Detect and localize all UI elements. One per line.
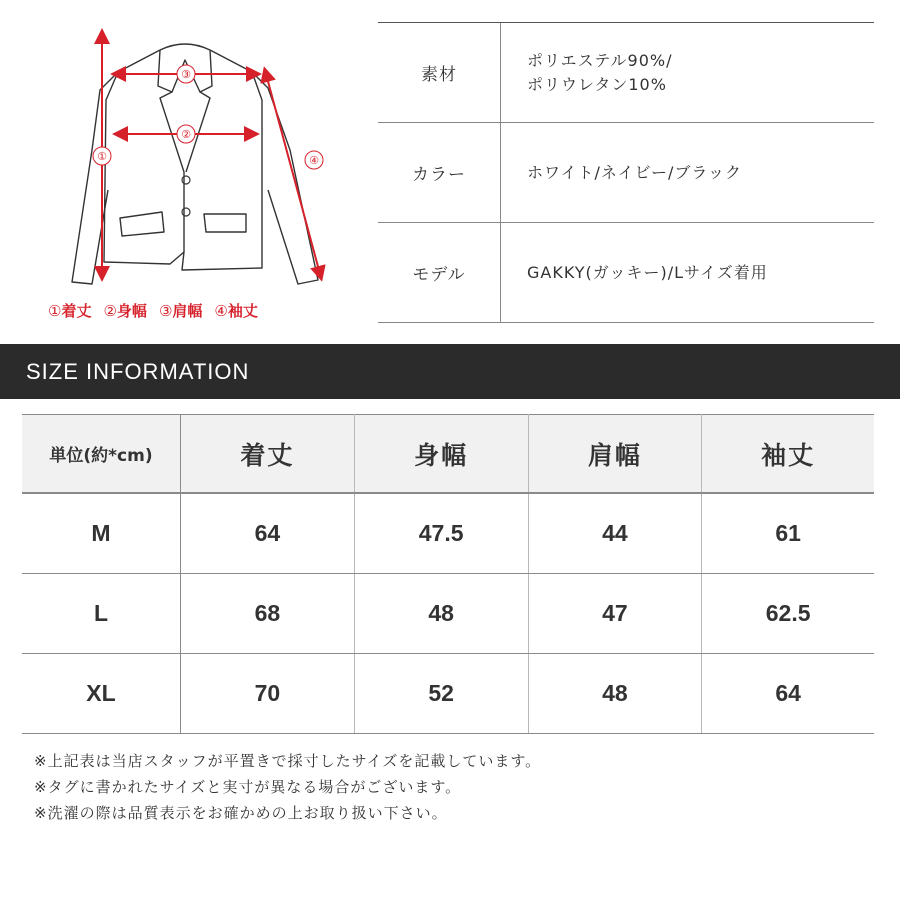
unit-label: 単位(約*cm)	[22, 415, 181, 494]
marker-4: ④	[309, 154, 319, 167]
note-line: ※上記表は当店スタッフが平置きで採寸したサイズを記載しています。	[34, 752, 542, 770]
size-label: L	[22, 574, 181, 654]
cell: 62.5	[702, 574, 874, 654]
jacket-diagram	[0, 0, 370, 340]
cell: 48	[354, 574, 528, 654]
spec-row-model	[378, 223, 874, 323]
cell: 44	[528, 493, 702, 574]
size-table-header	[22, 415, 874, 494]
cell: 47.5	[354, 493, 528, 574]
spec-value: GAKKY(ガッキー)/Lサイズ着用	[527, 262, 768, 282]
size-label: M	[22, 493, 181, 574]
notes	[34, 748, 541, 826]
table-row	[22, 493, 874, 574]
legend-item: ①着丈	[48, 302, 92, 320]
jacket-outline	[72, 44, 318, 284]
measure-legend	[48, 300, 258, 321]
sleeve-arrow	[266, 74, 320, 274]
cell: 48	[528, 654, 702, 734]
spec-row-material	[378, 23, 874, 123]
button-bottom	[182, 208, 190, 216]
table-row	[22, 574, 874, 654]
size-label: XL	[22, 654, 181, 734]
spec-value: ホワイト/ネイビー/ブラック	[527, 162, 743, 182]
marker-3: ③	[181, 68, 191, 81]
cell: 61	[702, 493, 874, 574]
spec-key: カラー	[378, 123, 501, 222]
spec-value: ポリエステル90%/ ポリウレタン10%	[527, 50, 673, 94]
note-line: ※洗濯の際は品質表示をお確かめの上お取り扱い下さい。	[34, 804, 448, 822]
table-row	[22, 654, 874, 734]
spec-key: モデル	[378, 223, 501, 322]
marker-2: ②	[181, 128, 191, 141]
size-table	[22, 414, 874, 734]
spec-key: 素材	[378, 23, 501, 122]
legend-item: ②身幅	[103, 302, 147, 320]
legend-item: ④袖丈	[214, 302, 258, 320]
cell: 52	[354, 654, 528, 734]
header-length: 着丈	[181, 415, 355, 494]
legend-item: ③肩幅	[158, 302, 203, 320]
cell: 47	[528, 574, 702, 654]
button-top	[182, 176, 190, 184]
header-sleeve: 袖丈	[702, 415, 874, 494]
header-shoulder: 肩幅	[528, 415, 702, 494]
note-line: ※タグに書かれたサイズと実寸が異なる場合がございます。	[34, 778, 462, 796]
cell: 68	[181, 574, 355, 654]
size-info-banner: SIZE INFORMATION	[0, 344, 900, 399]
jacket-illustration	[0, 0, 370, 300]
cell: 64	[181, 493, 355, 574]
cell: 64	[702, 654, 874, 734]
header-width: 身幅	[354, 415, 528, 494]
cell: 70	[181, 654, 355, 734]
spec-row-color	[378, 123, 874, 223]
spec-table	[378, 22, 874, 323]
marker-1: ①	[97, 150, 107, 163]
